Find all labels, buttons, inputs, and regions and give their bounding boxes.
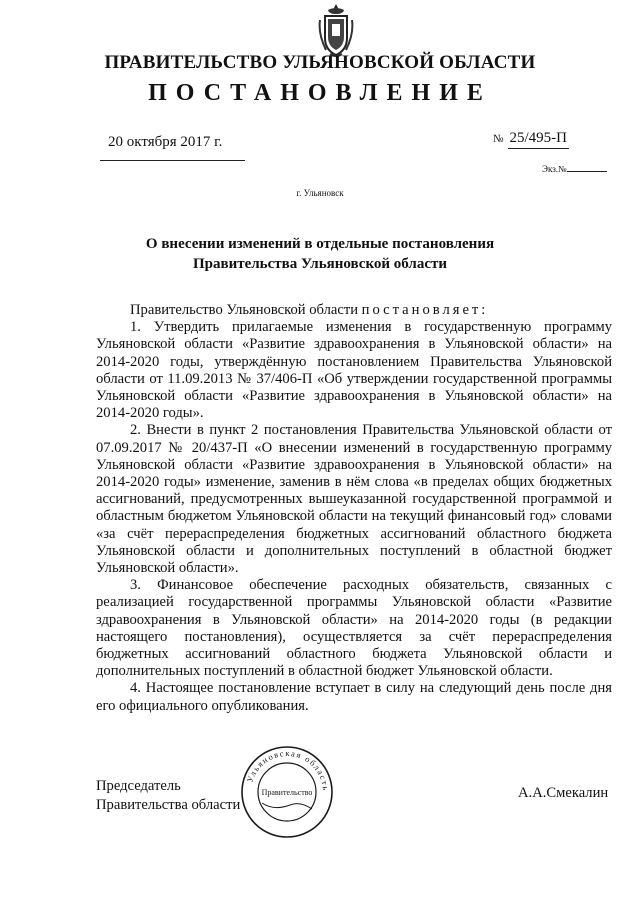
document-date: 20 октября 2017 г. [108,134,223,150]
document-body [96,302,612,715]
stamp-inner-text: Правительство [261,788,313,797]
paragraph-4: 4. Настоящее постановление вступает в силу на следующий день после дня его официального опубликования. [96,680,612,714]
number-sign: № [493,133,504,145]
copy-label: Экз.№ [542,164,567,174]
number-value: 25/495-П [508,130,570,149]
intro-paragraph [96,302,612,319]
official-stamp [240,745,334,839]
subject-line-1: О внесении изменений в отдельные постановления [145,236,495,252]
signer-name: А.А.Смекалин [518,785,609,801]
signer-title-line-1: Председатель [96,778,181,794]
stamp-signature-stroke [262,803,312,809]
signer-title-line-2: Правительства области [96,797,241,813]
copy-number [542,164,607,174]
subject-line-2: Правительства Ульяновской области [192,256,448,272]
organization-title: ПРАВИТЕЛЬСТВО УЛЬЯНОВСКОЙ ОБЛАСТИ [104,52,536,73]
date-underline [100,160,245,161]
document-number [493,130,569,149]
paragraph-1: 1. Утвердить прилагаемые изменения в государственную программу Ульяновской области «Развитие здравоохранения в Ульяновской области» на 2014-2020 годы, утверждённую постановлением Правительства Ульяновской области от 11.09.2013 № 37/406-П «Об утверждении государственной программы Ульяновской области «Развитие здравоохранения в Ульяновской области» на 2014-2020 годы». [96,319,612,422]
intro-verb: постановляет: [361,302,489,318]
svg-text:Ульяновская область [244,748,331,792]
paragraph-3: 3. Финансовое обеспечение расходных обязательств, связанных с реализацией государственной программы Ульяновской области «Развитие здравоохранения в Ульяновской области» на 2014-2020 годы (в редакции настоящего постановления), осуществляется за счёт перераспределения бюджетных ассигнований областного бюджета Ульяновской области и дополнительных поступлений в областной бюджет Ульяновской области. [96,577,612,680]
signer-title [96,777,240,815]
intro-lead: Правительство Ульяновской области [130,302,362,318]
paragraph-2: 2. Внести в пункт 2 постановления Правительства Ульяновской области от 07.09.2017 № 20/437-П «О внесении изменений в государственную программу Ульяновской области «Развитие здравоохранения в Ульяновской области» на 2014-2020 годы» изменение, заменив в нём слова «в пределах общих бюджетных ассигнований, предусмотренных вышеуказанной государственной программой и областным бюджетом Ульяновской области на текущий финансовый год» словами «за счёт перераспределения бюджетных ассигнований областного бюджета Ульяновской области и дополнительных поступлений в областной бюджет Ульяновской области». [96,422,612,577]
copy-blank-line [567,171,607,172]
document-type-heading: ПОСТАНОВЛЕНИЕ [148,80,492,106]
stamp-outer-text: Ульяновская область [244,747,332,793]
document-subject [0,234,640,274]
city-line: г. Ульяновск [296,188,344,198]
